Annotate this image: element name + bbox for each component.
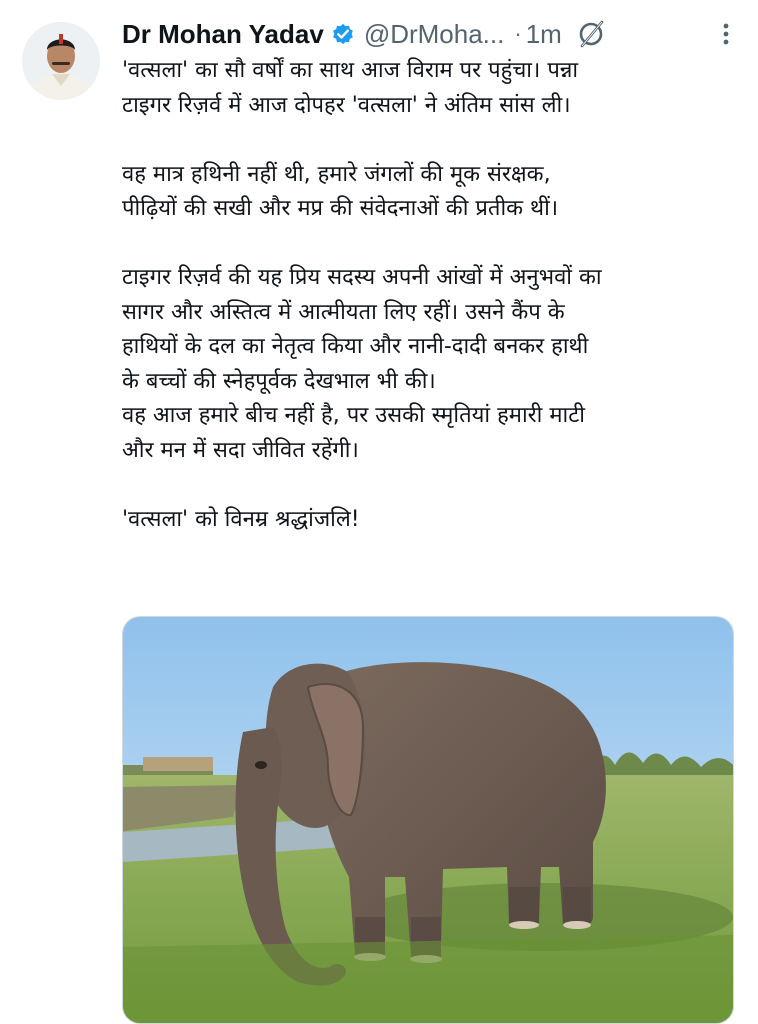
tweet-paragraph <box>122 54 742 123</box>
tweet-line: वह मात्र हथिनी नहीं थी, हमारे जंगलों की मूक संरक्षक, <box>122 161 551 187</box>
tweet-line: टाइगर रिज़र्व में आज दोपहर 'वत्सला' ने अंतिम सांस ली। <box>122 92 571 118</box>
author-handle[interactable]: @DrMoha... <box>363 18 505 49</box>
grok-icon[interactable] <box>576 19 606 49</box>
tweet-line: हाथियों के दल का नेतृत्व किया और नानी-दादी बनकर हाथी <box>122 334 589 359</box>
tweet-line: सागर और अस्तित्व में आत्मीयता लिए रहीं। उसने कैंप के <box>122 299 565 325</box>
tweet-photo-elephant[interactable] <box>122 616 734 1024</box>
author-name[interactable]: Dr Mohan Yadav <box>122 18 324 49</box>
tweet-line: पीढ़ियों की सखी और मप्र की संवेदनाओं की प्रतीक थीं। <box>122 196 559 221</box>
tweet-timestamp[interactable]: 1m <box>525 18 562 49</box>
tweet-line: के बच्चों की स्नेहपूर्वक देखभाल भी की। <box>122 368 436 394</box>
header-separator: · <box>514 21 522 46</box>
tweet-paragraph <box>122 261 742 399</box>
verified-badge-icon <box>330 21 356 47</box>
tweet-line: वह आज हमारे बीच नहीं है, पर उसकी स्मृतियां हमारी माटी <box>122 403 585 428</box>
tweet-paragraph <box>122 158 742 227</box>
tweet-line: टाइगर रिज़र्व की यह प्रिय सदस्य अपनी आंखों में अनुभवों का <box>122 265 602 290</box>
tweet-paragraph <box>122 503 742 538</box>
tweet-line: और मन में सदा जीवित रहेंगी। <box>122 437 359 463</box>
tweet-paragraph <box>122 399 742 468</box>
tweet-header <box>122 14 734 54</box>
more-options-icon[interactable] <box>718 20 734 48</box>
tweet-text <box>122 54 742 537</box>
avatar[interactable] <box>22 22 100 100</box>
tweet-line: 'वत्सला' का सौ वर्षों का साथ आज विराम पर पहुंचा। पन्ना <box>122 58 579 83</box>
tweet-line: 'वत्सला' को विनम्र श्रद्धांजलि! <box>122 506 360 532</box>
